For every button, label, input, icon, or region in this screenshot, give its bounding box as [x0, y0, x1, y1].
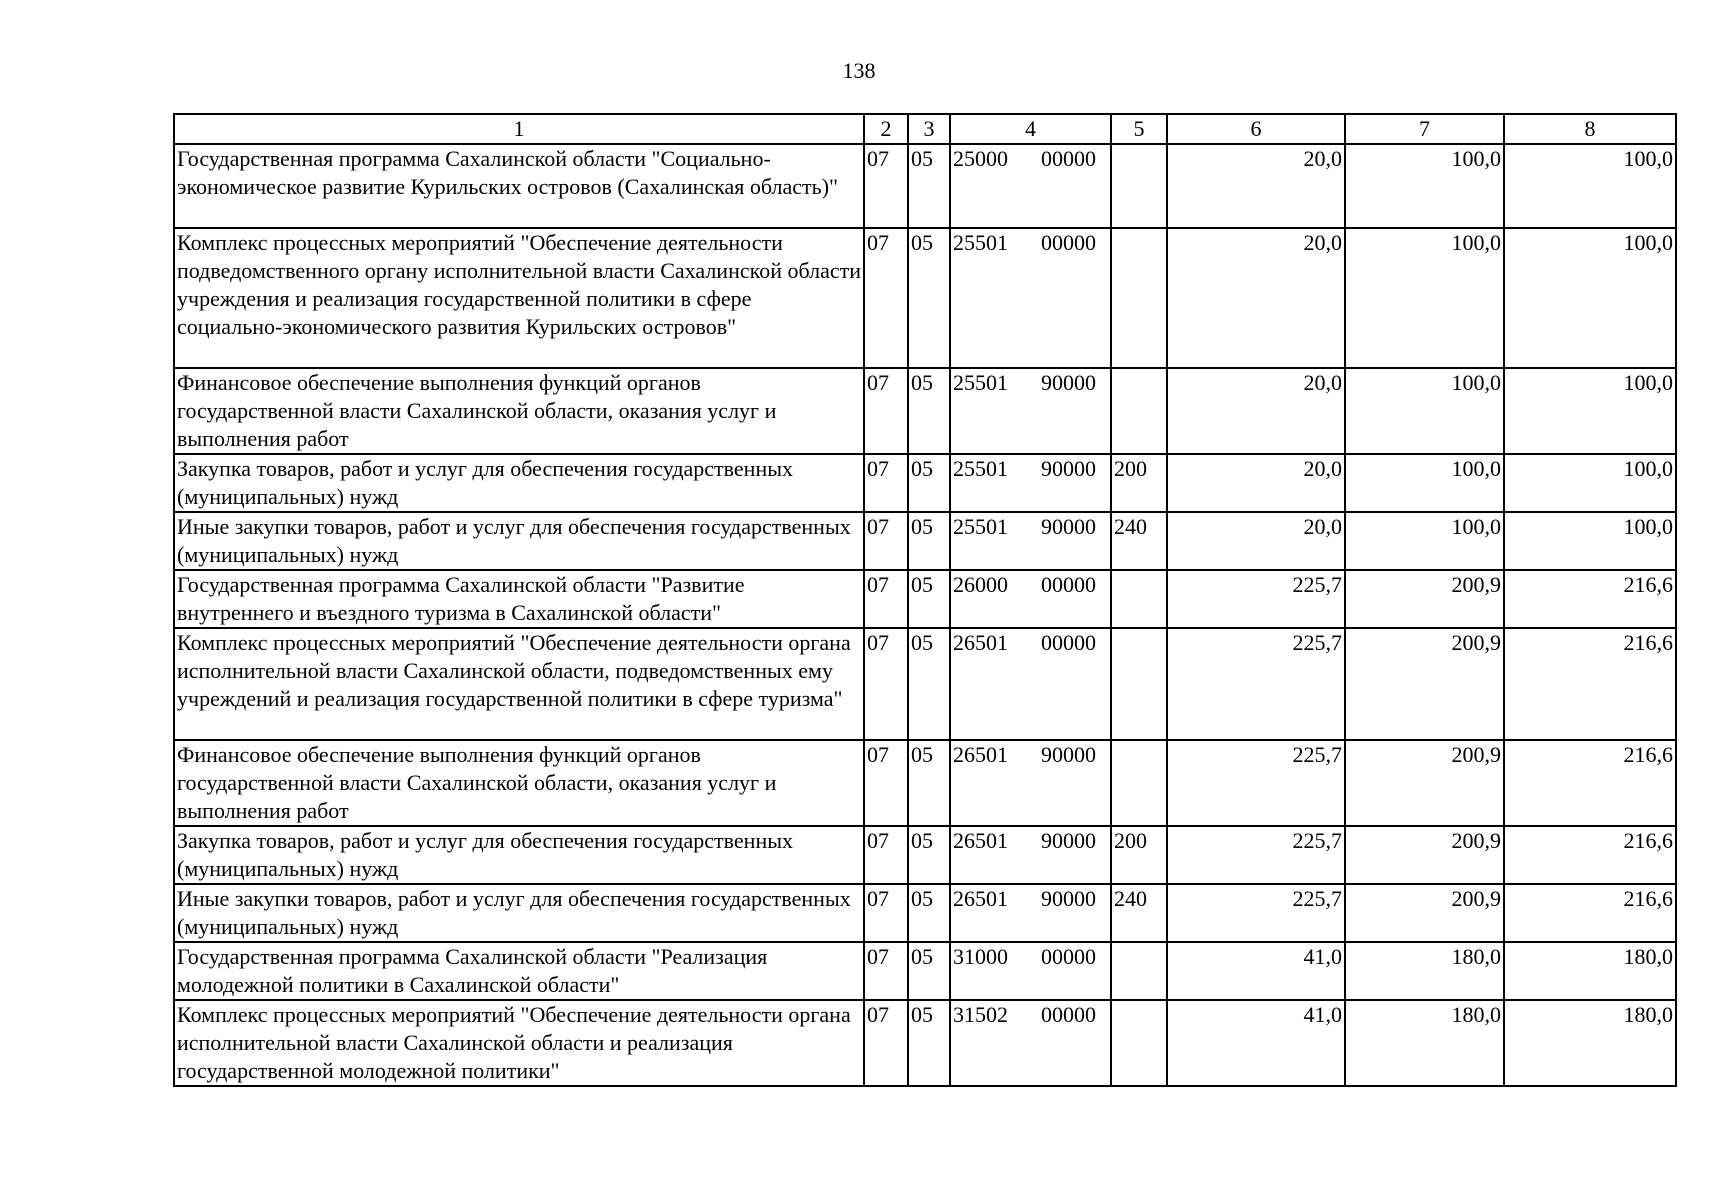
program-code: 26501 [953, 886, 1008, 911]
column-header: 1 [174, 114, 864, 144]
amount-col6: 20,0 [1167, 228, 1345, 368]
program-code: 31000 [953, 944, 1008, 969]
table-row [174, 512, 1676, 570]
amount-col8: 180,0 [1504, 942, 1676, 1000]
subsection-code: 05 [908, 942, 950, 1000]
amount-col6: 20,0 [1167, 144, 1345, 228]
subsection-code: 05 [908, 884, 950, 942]
column-header: 6 [1167, 114, 1345, 144]
program-code: 26501 [953, 828, 1008, 853]
column-header: 4 [950, 114, 1111, 144]
subsection-code: 05 [908, 570, 950, 628]
row-name: Финансовое обеспечение выполнения функций органов государственной власти Сахалинской области, оказания услуг и выполнения работ [174, 368, 864, 454]
subsection-code: 05 [908, 628, 950, 740]
table-row [174, 942, 1676, 1000]
section-code: 07 [864, 628, 908, 740]
amount-col8: 180,0 [1504, 1000, 1676, 1086]
header-row [174, 114, 1676, 144]
direction-code: 00000 [1041, 146, 1096, 171]
amount-col6: 225,7 [1167, 570, 1345, 628]
amount-col8: 216,6 [1504, 628, 1676, 740]
table-row [174, 884, 1676, 942]
column-header: 7 [1345, 114, 1504, 144]
target-article-code [950, 628, 1111, 740]
expense-type-code [1111, 628, 1167, 740]
amount-col8: 216,6 [1504, 570, 1676, 628]
amount-col7: 100,0 [1345, 368, 1504, 454]
target-article-code [950, 454, 1111, 512]
subsection-code: 05 [908, 1000, 950, 1086]
target-article-code [950, 144, 1111, 228]
section-code: 07 [864, 740, 908, 826]
amount-col7: 180,0 [1345, 1000, 1504, 1086]
expense-type-code [1111, 1000, 1167, 1086]
column-header: 2 [864, 114, 908, 144]
amount-col8: 100,0 [1504, 368, 1676, 454]
expense-type-code [1111, 144, 1167, 228]
program-code: 26501 [953, 630, 1008, 655]
target-article-code [950, 826, 1111, 884]
subsection-code: 05 [908, 368, 950, 454]
program-code: 31502 [953, 1002, 1008, 1027]
program-code: 25501 [953, 456, 1008, 481]
expense-type-code: 200 [1111, 454, 1167, 512]
expense-type-code [1111, 942, 1167, 1000]
table-row [174, 570, 1676, 628]
amount-col7: 200,9 [1345, 570, 1504, 628]
amount-col6: 225,7 [1167, 628, 1345, 740]
section-code: 07 [864, 368, 908, 454]
expense-type-code [1111, 740, 1167, 826]
target-article-code [950, 942, 1111, 1000]
subsection-code: 05 [908, 228, 950, 368]
subsection-code: 05 [908, 826, 950, 884]
target-article-code [950, 1000, 1111, 1086]
direction-code: 90000 [1041, 370, 1096, 395]
program-code: 26501 [953, 742, 1008, 767]
direction-code: 90000 [1041, 514, 1096, 539]
amount-col7: 180,0 [1345, 942, 1504, 1000]
direction-code: 90000 [1041, 886, 1096, 911]
section-code: 07 [864, 454, 908, 512]
direction-code: 00000 [1041, 944, 1096, 969]
section-code: 07 [864, 512, 908, 570]
section-code: 07 [864, 228, 908, 368]
subsection-code: 05 [908, 512, 950, 570]
direction-code: 90000 [1041, 456, 1096, 481]
expense-type-code: 240 [1111, 512, 1167, 570]
expense-type-code [1111, 368, 1167, 454]
table-body [174, 114, 1676, 1086]
target-article-code [950, 368, 1111, 454]
amount-col6: 20,0 [1167, 512, 1345, 570]
amount-col6: 41,0 [1167, 942, 1345, 1000]
row-name: Комплекс процессных мероприятий "Обеспечение деятельности органа исполнительной власти Сахалинской области и реализация государственной молодежной политики" [174, 1000, 864, 1086]
budget-table [173, 113, 1677, 1087]
direction-code: 00000 [1041, 572, 1096, 597]
program-code: 26000 [953, 572, 1008, 597]
program-code: 25501 [953, 230, 1008, 255]
section-code: 07 [864, 1000, 908, 1086]
amount-col8: 100,0 [1504, 512, 1676, 570]
amount-col6: 225,7 [1167, 826, 1345, 884]
expense-type-code [1111, 570, 1167, 628]
table-row [174, 368, 1676, 454]
amount-col6: 41,0 [1167, 1000, 1345, 1086]
amount-col6: 20,0 [1167, 454, 1345, 512]
target-article-code [950, 740, 1111, 826]
row-name: Комплекс процессных мероприятий "Обеспечение деятельности органа исполнительной власти Сахалинской области, подведомственных ему учреждений и реализация государственной политики в сфере туризма" [174, 628, 864, 740]
direction-code: 00000 [1041, 1002, 1096, 1027]
amount-col8: 216,6 [1504, 884, 1676, 942]
row-name: Комплекс процессных мероприятий "Обеспечение деятельности подведомственного органу исполнительной власти Сахалинской области учреждения и реализация государственной политики в сфере социально-экономического развития Курильских островов" [174, 228, 864, 368]
amount-col7: 100,0 [1345, 512, 1504, 570]
table-row [174, 740, 1676, 826]
row-name: Государственная программа Сахалинской области "Развитие внутреннего и въездного туризма в Сахалинской области" [174, 570, 864, 628]
subsection-code: 05 [908, 454, 950, 512]
section-code: 07 [864, 144, 908, 228]
amount-col8: 100,0 [1504, 228, 1676, 368]
section-code: 07 [864, 942, 908, 1000]
amount-col7: 200,9 [1345, 884, 1504, 942]
table-row [174, 454, 1676, 512]
amount-col7: 200,9 [1345, 740, 1504, 826]
table-row [174, 826, 1676, 884]
section-code: 07 [864, 570, 908, 628]
row-name: Закупка товаров, работ и услуг для обеспечения государственных (муниципальных) нужд [174, 826, 864, 884]
column-header: 3 [908, 114, 950, 144]
program-code: 25000 [953, 146, 1008, 171]
amount-col8: 100,0 [1504, 454, 1676, 512]
row-name: Государственная программа Сахалинской области "Социально-экономическое развитие Курильских островов (Сахалинская область)" [174, 144, 864, 228]
table-row [174, 228, 1676, 368]
row-name: Государственная программа Сахалинской области "Реализация молодежной политики в Сахалинской области" [174, 942, 864, 1000]
amount-col6: 20,0 [1167, 368, 1345, 454]
row-name: Иные закупки товаров, работ и услуг для обеспечения государственных (муниципальных) нужд [174, 884, 864, 942]
program-code: 25501 [953, 370, 1008, 395]
program-code: 25501 [953, 514, 1008, 539]
section-code: 07 [864, 826, 908, 884]
target-article-code [950, 884, 1111, 942]
row-name: Иные закупки товаров, работ и услуг для обеспечения государственных (муниципальных) нужд [174, 512, 864, 570]
amount-col6: 225,7 [1167, 740, 1345, 826]
direction-code: 00000 [1041, 230, 1096, 255]
table-row [174, 144, 1676, 228]
amount-col8: 216,6 [1504, 826, 1676, 884]
direction-code: 90000 [1041, 742, 1096, 767]
table-row [174, 1000, 1676, 1086]
column-header: 8 [1504, 114, 1676, 144]
expense-type-code [1111, 228, 1167, 368]
row-name: Закупка товаров, работ и услуг для обеспечения государственных (муниципальных) нужд [174, 454, 864, 512]
target-article-code [950, 512, 1111, 570]
expense-type-code: 200 [1111, 826, 1167, 884]
page-number: 138 [842, 58, 876, 83]
section-code: 07 [864, 884, 908, 942]
target-article-code [950, 228, 1111, 368]
subsection-code: 05 [908, 144, 950, 228]
amount-col7: 100,0 [1345, 144, 1504, 228]
amount-col7: 100,0 [1345, 454, 1504, 512]
target-article-code [950, 570, 1111, 628]
direction-code: 00000 [1041, 630, 1096, 655]
direction-code: 90000 [1041, 828, 1096, 853]
amount-col7: 200,9 [1345, 628, 1504, 740]
row-name: Финансовое обеспечение выполнения функций органов государственной власти Сахалинской области, оказания услуг и выполнения работ [174, 740, 864, 826]
table-row [174, 628, 1676, 740]
amount-col8: 216,6 [1504, 740, 1676, 826]
subsection-code: 05 [908, 740, 950, 826]
amount-col8: 100,0 [1504, 144, 1676, 228]
expense-type-code: 240 [1111, 884, 1167, 942]
column-header: 5 [1111, 114, 1167, 144]
amount-col7: 200,9 [1345, 826, 1504, 884]
amount-col6: 225,7 [1167, 884, 1345, 942]
amount-col7: 100,0 [1345, 228, 1504, 368]
